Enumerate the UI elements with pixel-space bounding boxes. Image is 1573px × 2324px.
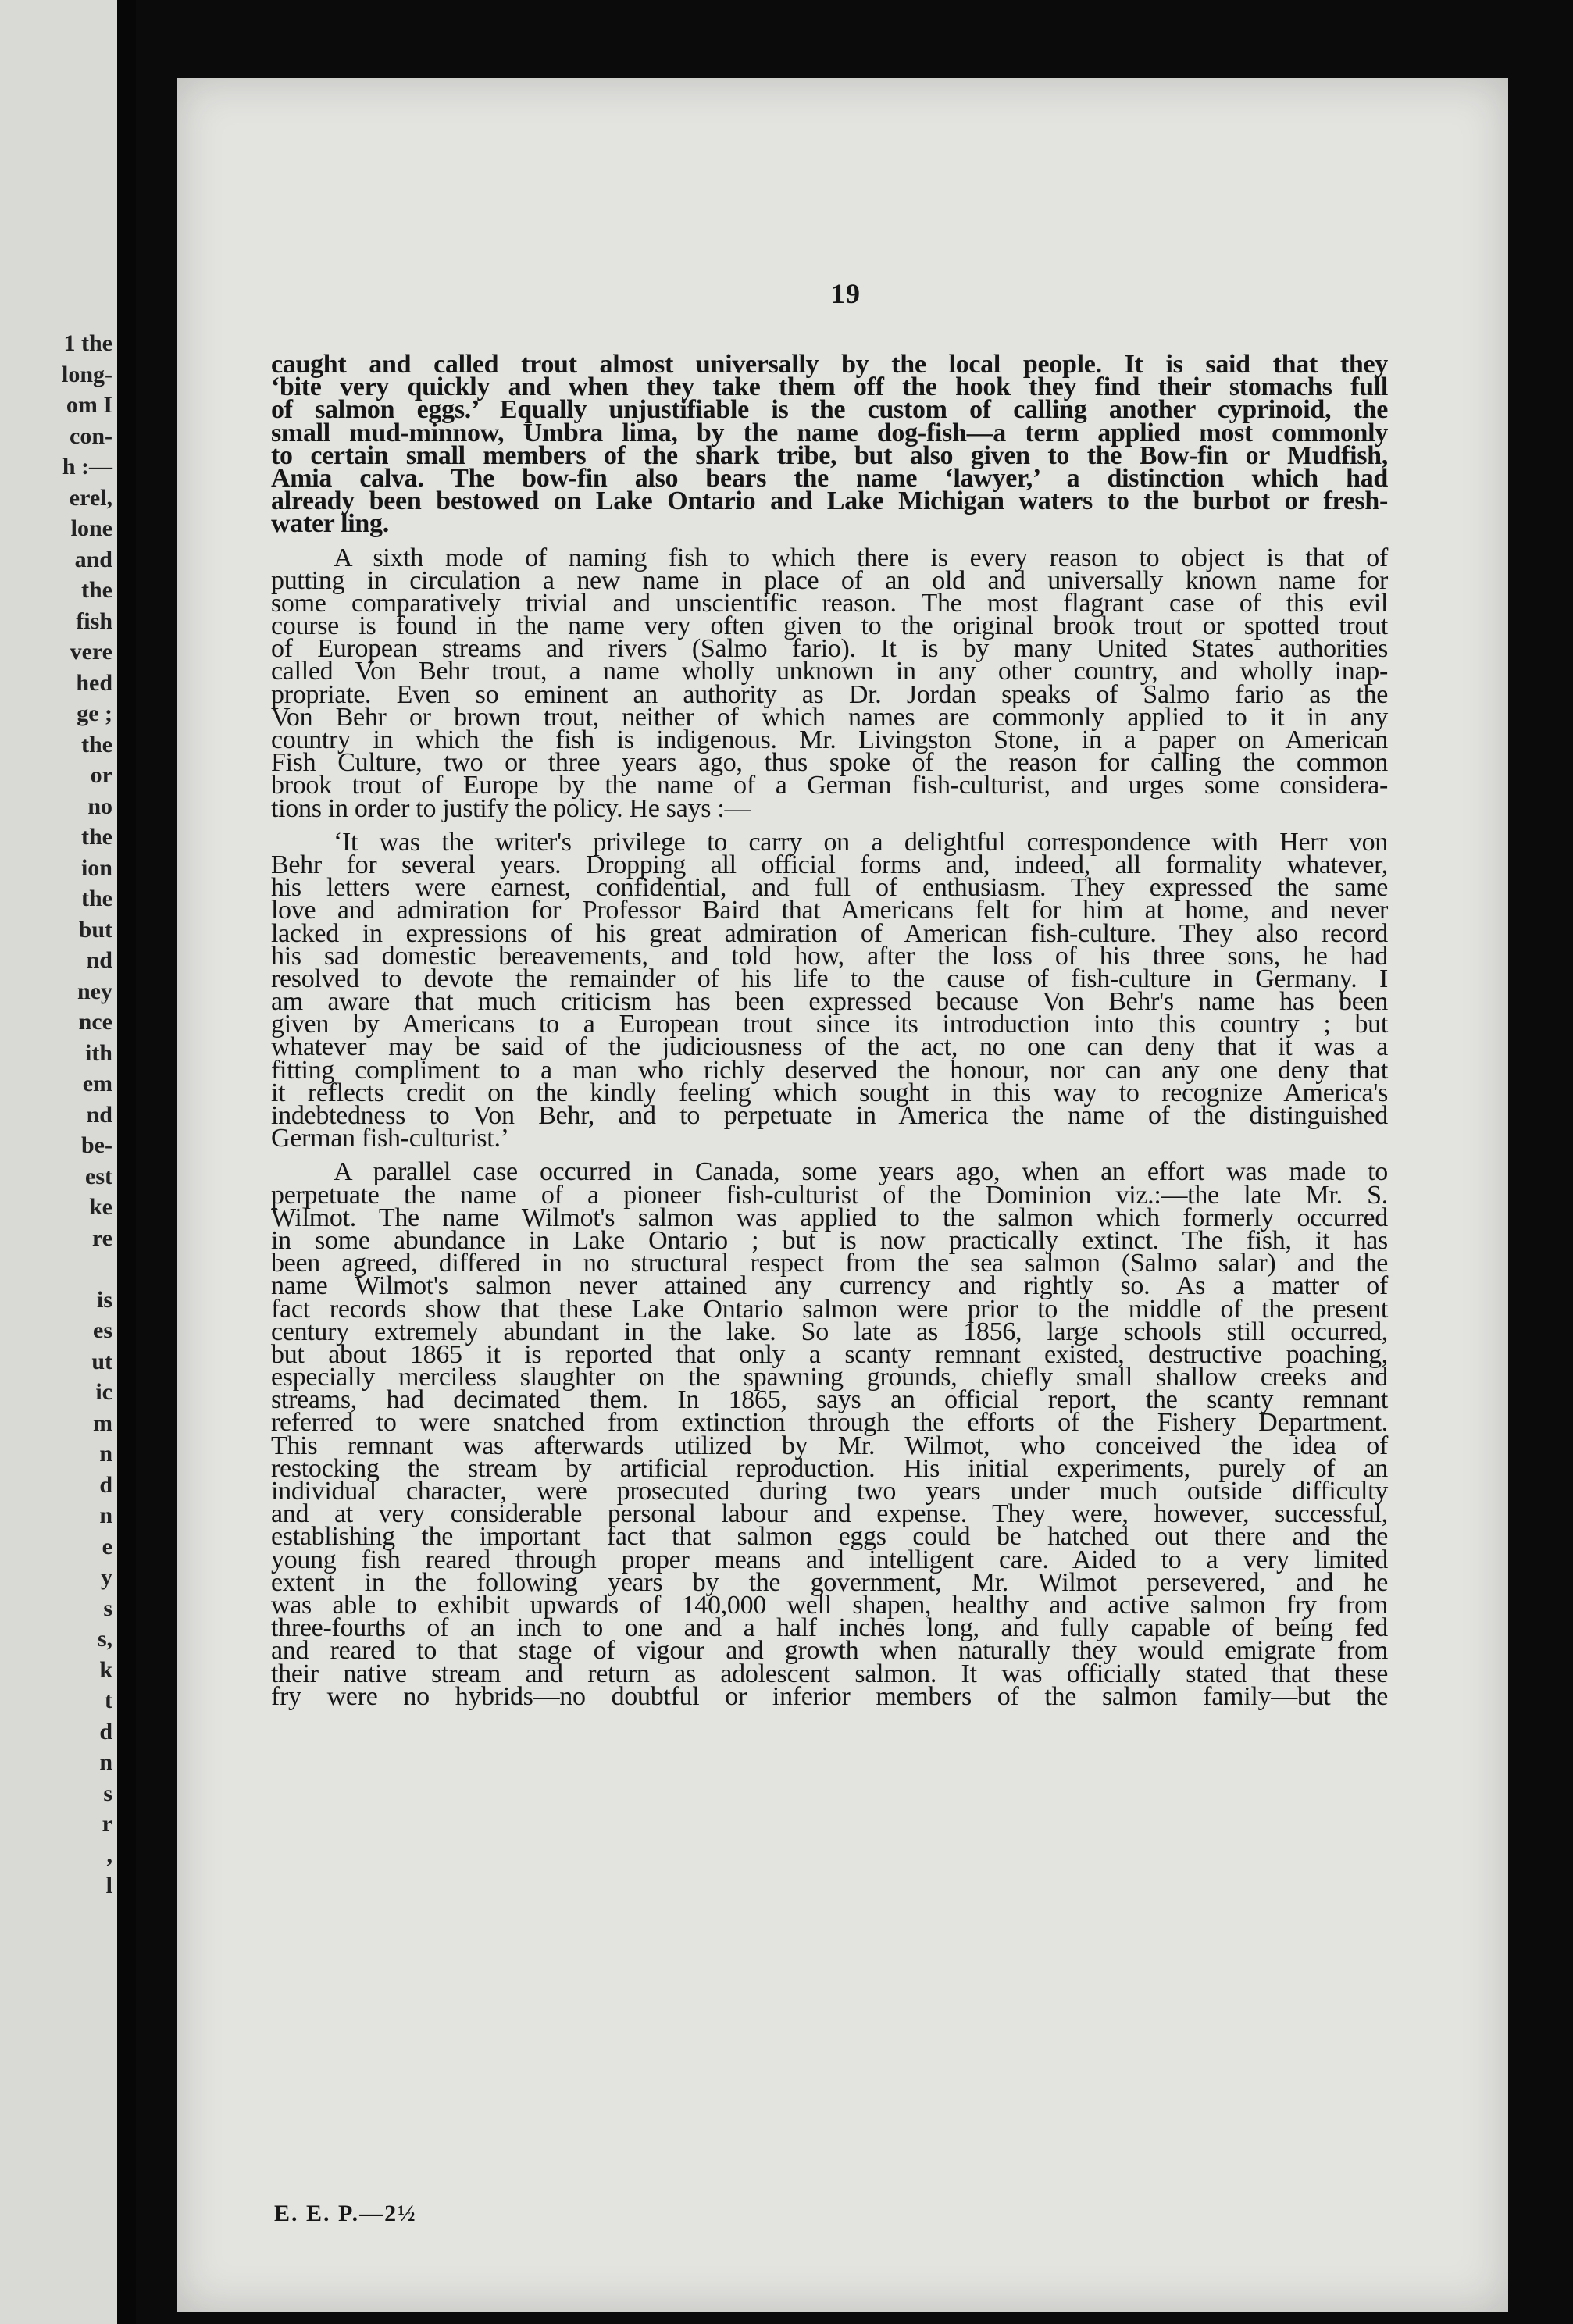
previous-page-fragment: but [78, 916, 112, 943]
text-line: Von Behr or brown trout, neither of which names are commonly applied to it in any [271, 702, 1388, 732]
paragraph-1 [271, 350, 1388, 539]
text-line: fry were no hybrids—no doubtful or inferior members of the salmon family—but the [271, 1681, 1388, 1711]
previous-page-fragment: ge ; [77, 700, 112, 726]
previous-page-fragment: s [103, 1595, 112, 1621]
previous-page-fragment: n [99, 1749, 112, 1775]
previous-page-fragment: d [99, 1718, 112, 1745]
text-line: course is found in the name very often given to the original brook trout or spotted trout [271, 611, 1388, 641]
text-line: small mud-minnow, Umbra lima, by the name dog-fish—a term applied most commonly [271, 418, 1388, 447]
previous-page-fragment: vere [70, 639, 112, 665]
text-line: of salmon eggs.’ Equally unjustifiable is the custom of calling another cyprinoid, the [271, 395, 1388, 425]
text-line: and reared to that stage of vigour and growth when naturally they would emigrate from [271, 1636, 1388, 1666]
previous-page-fragment: the [81, 577, 112, 603]
text-line: putting in circulation a new name in place of an old and universally known name for [271, 565, 1388, 595]
previous-page-fragment: , [106, 1841, 112, 1868]
previous-page-fragment: m [93, 1410, 112, 1436]
text-line: Amia calva. The bow-fin also bears the name ‘lawyer,’ a distinction which had [271, 463, 1388, 493]
previous-page-fragment: ic [95, 1379, 112, 1405]
previous-page-fragment: d [99, 1471, 112, 1498]
previous-page-fragment [0, 1253, 112, 1285]
previous-page-fragment: ith [84, 1039, 112, 1066]
previous-page-fragment: hed [76, 669, 112, 696]
previous-page-fragment: fish [76, 608, 112, 634]
text-line: ‘bite very quickly and when they take them off the hook they find their stomachs full [271, 372, 1388, 402]
text-line: This remnant was afterwards utilized by Mr. Wilmot, who conceived the idea of [271, 1431, 1388, 1460]
paragraph-4 [271, 1157, 1388, 1711]
previous-page-fragment: es [93, 1317, 112, 1343]
text-line: been agreed, differed in no structural respect from the sea salmon (Salmo salar) and the [271, 1249, 1388, 1278]
text-line: his letters were earnest, confidential, and full of enthusiasm. They expressed the same [271, 873, 1388, 903]
previous-page-fragment: nd [86, 1101, 112, 1128]
previous-page-fragment: s [103, 1780, 112, 1806]
previous-page-fragment: est [85, 1163, 112, 1189]
previous-page-fragment: lone [70, 515, 112, 541]
text-line: Wilmot. The name Wilmot's salmon was applied to the salmon which formerly occurred [271, 1203, 1388, 1232]
text-line: fitting compliment to a man who richly deserved the honour, nor can any one deny that [271, 1055, 1388, 1085]
text-line: their native stream and return as adolescent salmon. It was officially stated that these [271, 1659, 1388, 1688]
page-number: 19 [831, 278, 861, 309]
previous-page-fragment: be- [81, 1132, 112, 1158]
text-line: caught and called trout almost universally by the local people. It is said that they [271, 350, 1388, 379]
text-line: given by Americans to a European trout since its introduction into this country ; but [271, 1010, 1388, 1039]
previous-page-fragment: or [90, 762, 112, 788]
text-line: in some abundance in Lake Ontario ; but is now practically extinct. The fish, it has [271, 1225, 1388, 1255]
text-line: was able to exhibit upwards of 140,000 well shapen, healthy and active salmon fry from [271, 1590, 1388, 1620]
text-line: perpetuate the name of a pioneer fish-culturist of the Dominion viz.:—the late Mr. S. [271, 1180, 1388, 1210]
text-line: three-fourths of an inch to one and a half inches long, and fully capable of being fed [271, 1613, 1388, 1643]
text-line: young fish reared through proper means and intelligent care. Aided to a very limited [271, 1545, 1388, 1574]
previous-page-fragment: re [91, 1224, 112, 1251]
previous-page-fragment: om I [66, 392, 112, 418]
previous-page-fragment: em [82, 1071, 112, 1096]
text-line: it reflects credit on the kindly feeling which sought in this way to recognize America's [271, 1078, 1388, 1107]
previous-page-edge [0, 0, 117, 2324]
previous-page-fragment: y [101, 1564, 112, 1590]
text-line: A parallel case occurred in Canada, some years ago, when an effort was made to [334, 1157, 1388, 1187]
previous-page-fragment: n [99, 1441, 112, 1467]
previous-page-fragment: nce [78, 1009, 112, 1035]
text-line: establishing the important fact that salmon eggs could be hatched out there and the [271, 1522, 1388, 1552]
previous-page-fragment: r [102, 1811, 112, 1837]
previous-page-fragment: the [81, 886, 112, 911]
scanned-page [177, 78, 1508, 2312]
text-line: German fish-culturist.’ [271, 1124, 509, 1153]
signature-mark: E. E. P.—2½ [274, 2201, 417, 2226]
text-line: am aware that much criticism has been expressed because Von Behr's name has been [271, 987, 1388, 1017]
paragraph-2 [271, 543, 1388, 823]
text-line: whatever may be said of the judiciousness of the act, no one can deny that it was a [271, 1032, 1388, 1062]
previous-page-fragment: and [74, 546, 112, 572]
previous-page-fragment: t [105, 1688, 112, 1713]
text-line: but about 1865 it is reported that only a scanty remnant existed, destructive poaching, [271, 1339, 1388, 1369]
page-gutter-shadow [117, 0, 136, 2324]
previous-page-fragment: long- [61, 361, 112, 387]
text-line: resolved to devote the remainder of his life to the cause of fish-culture in Germany. I [271, 964, 1388, 993]
text-line: fact records show that these Lake Ontario salmon were prior to the middle of the present [271, 1294, 1388, 1324]
previous-page-fragment: erel, [69, 484, 112, 511]
previous-page-fragment [0, 1902, 112, 1933]
text-line: restocking the stream by artificial reproduction. His initial experiments, purely of an [271, 1453, 1388, 1483]
text-line: brook trout of Europe by the name of a German fish-culturist, and urges some considera- [271, 771, 1388, 800]
previous-page-fragment: 1 the [63, 330, 112, 356]
previous-page-fragment: s, [97, 1626, 112, 1652]
text-line: especially merciless slaughter on the spawning grounds, chiefly small shallow creeks and [271, 1363, 1388, 1392]
text-line: his sad domestic bereavements, and told how, after the loss of his three sons, he had [271, 941, 1388, 971]
text-line: ‘It was the writer's privilege to carry on a delightful correspondence with Herr von [334, 827, 1388, 857]
previous-page-fragment: k [99, 1656, 112, 1683]
text-line: tions in order to justify the policy. He says :— [271, 793, 751, 823]
text-line: indebtedness to Von Behr, and to perpetuate in America the name of the distinguished [271, 1101, 1388, 1130]
previous-page-fragment: h :— [62, 454, 112, 479]
text-line: already been bestowed on Lake Ontario and Lake Michigan waters to the burbot or fresh- [271, 487, 1388, 516]
text-line: love and admiration for Professor Baird that Americans felt for him at home, and never [271, 896, 1388, 925]
previous-page-fragment: nd [86, 947, 112, 973]
text-line: streams, had decimated them. In 1865, says an official report, the scanty remnant [271, 1385, 1388, 1415]
previous-page-fragment: the [81, 731, 112, 757]
text-line: extent in the following years by the government, Mr. Wilmot persevered, and he [271, 1567, 1388, 1597]
text-line: water ling. [271, 509, 389, 539]
text-line: referred to were snatched from extinction through the efforts of the Fishery Department. [271, 1408, 1388, 1438]
previous-page-fragment: e [102, 1533, 112, 1559]
text-line: and at very considerable personal labour and expense. They were, however, successful, [271, 1499, 1388, 1529]
previous-page-fragment: the [81, 824, 112, 850]
text-line: to certain small members of the shark tribe, but also given to the Bow-fin or Mudfish, [271, 440, 1388, 470]
previous-page-fragment: ut [91, 1348, 112, 1374]
previous-page-fragment: is [96, 1286, 112, 1313]
previous-page-fragment: n [99, 1502, 112, 1528]
previous-page-fragment: no [87, 793, 112, 819]
text-line: some comparatively trivial and unscientific reason. The most flagrant case of this evil [271, 588, 1388, 618]
body-text [271, 350, 1388, 1711]
text-line: individual character, were prosecuted during two years under much outside difficulty [271, 1477, 1388, 1506]
text-line: Fish Culture, two or three years ago, thus spoke of the reason for calling the common [271, 748, 1388, 778]
text-line: century extremely abundant in the lake. So late as 1856, large schools still occurred, [271, 1317, 1388, 1346]
text-line: country in which the fish is indigenous. Mr. Livingston Stone, in a paper on American [271, 725, 1388, 754]
previous-page-fragment: ion [80, 854, 112, 881]
previous-page-fragment: ney [77, 978, 112, 1004]
text-line: lacked in expressions of his great admiration of American fish-culture. They also record [271, 918, 1388, 948]
previous-page-text-fragments [0, 328, 112, 1932]
paragraph-3-quotation [271, 827, 1388, 1153]
text-line: name Wilmot's salmon never attained any currency and rightly so. As a matter of [271, 1271, 1388, 1301]
previous-page-fragment: l [105, 1873, 112, 1898]
text-line: A sixth mode of naming fish to which there is every reason to object is that of [334, 543, 1388, 572]
text-line: Behr for several years. Dropping all official forms and, indeed, all formality whatever, [271, 850, 1388, 879]
text-line: of European streams and rivers (Salmo fario). It is by many United States authorities [271, 634, 1388, 664]
text-line: called Von Behr trout, a name wholly unknown in any other country, and wholly inap- [271, 657, 1388, 686]
previous-page-fragment: ke [89, 1194, 112, 1220]
text-line: propriate. Even so eminent an authority as Dr. Jordan speaks of Salmo fario as the [271, 679, 1388, 709]
previous-page-fragment: con- [70, 422, 112, 449]
